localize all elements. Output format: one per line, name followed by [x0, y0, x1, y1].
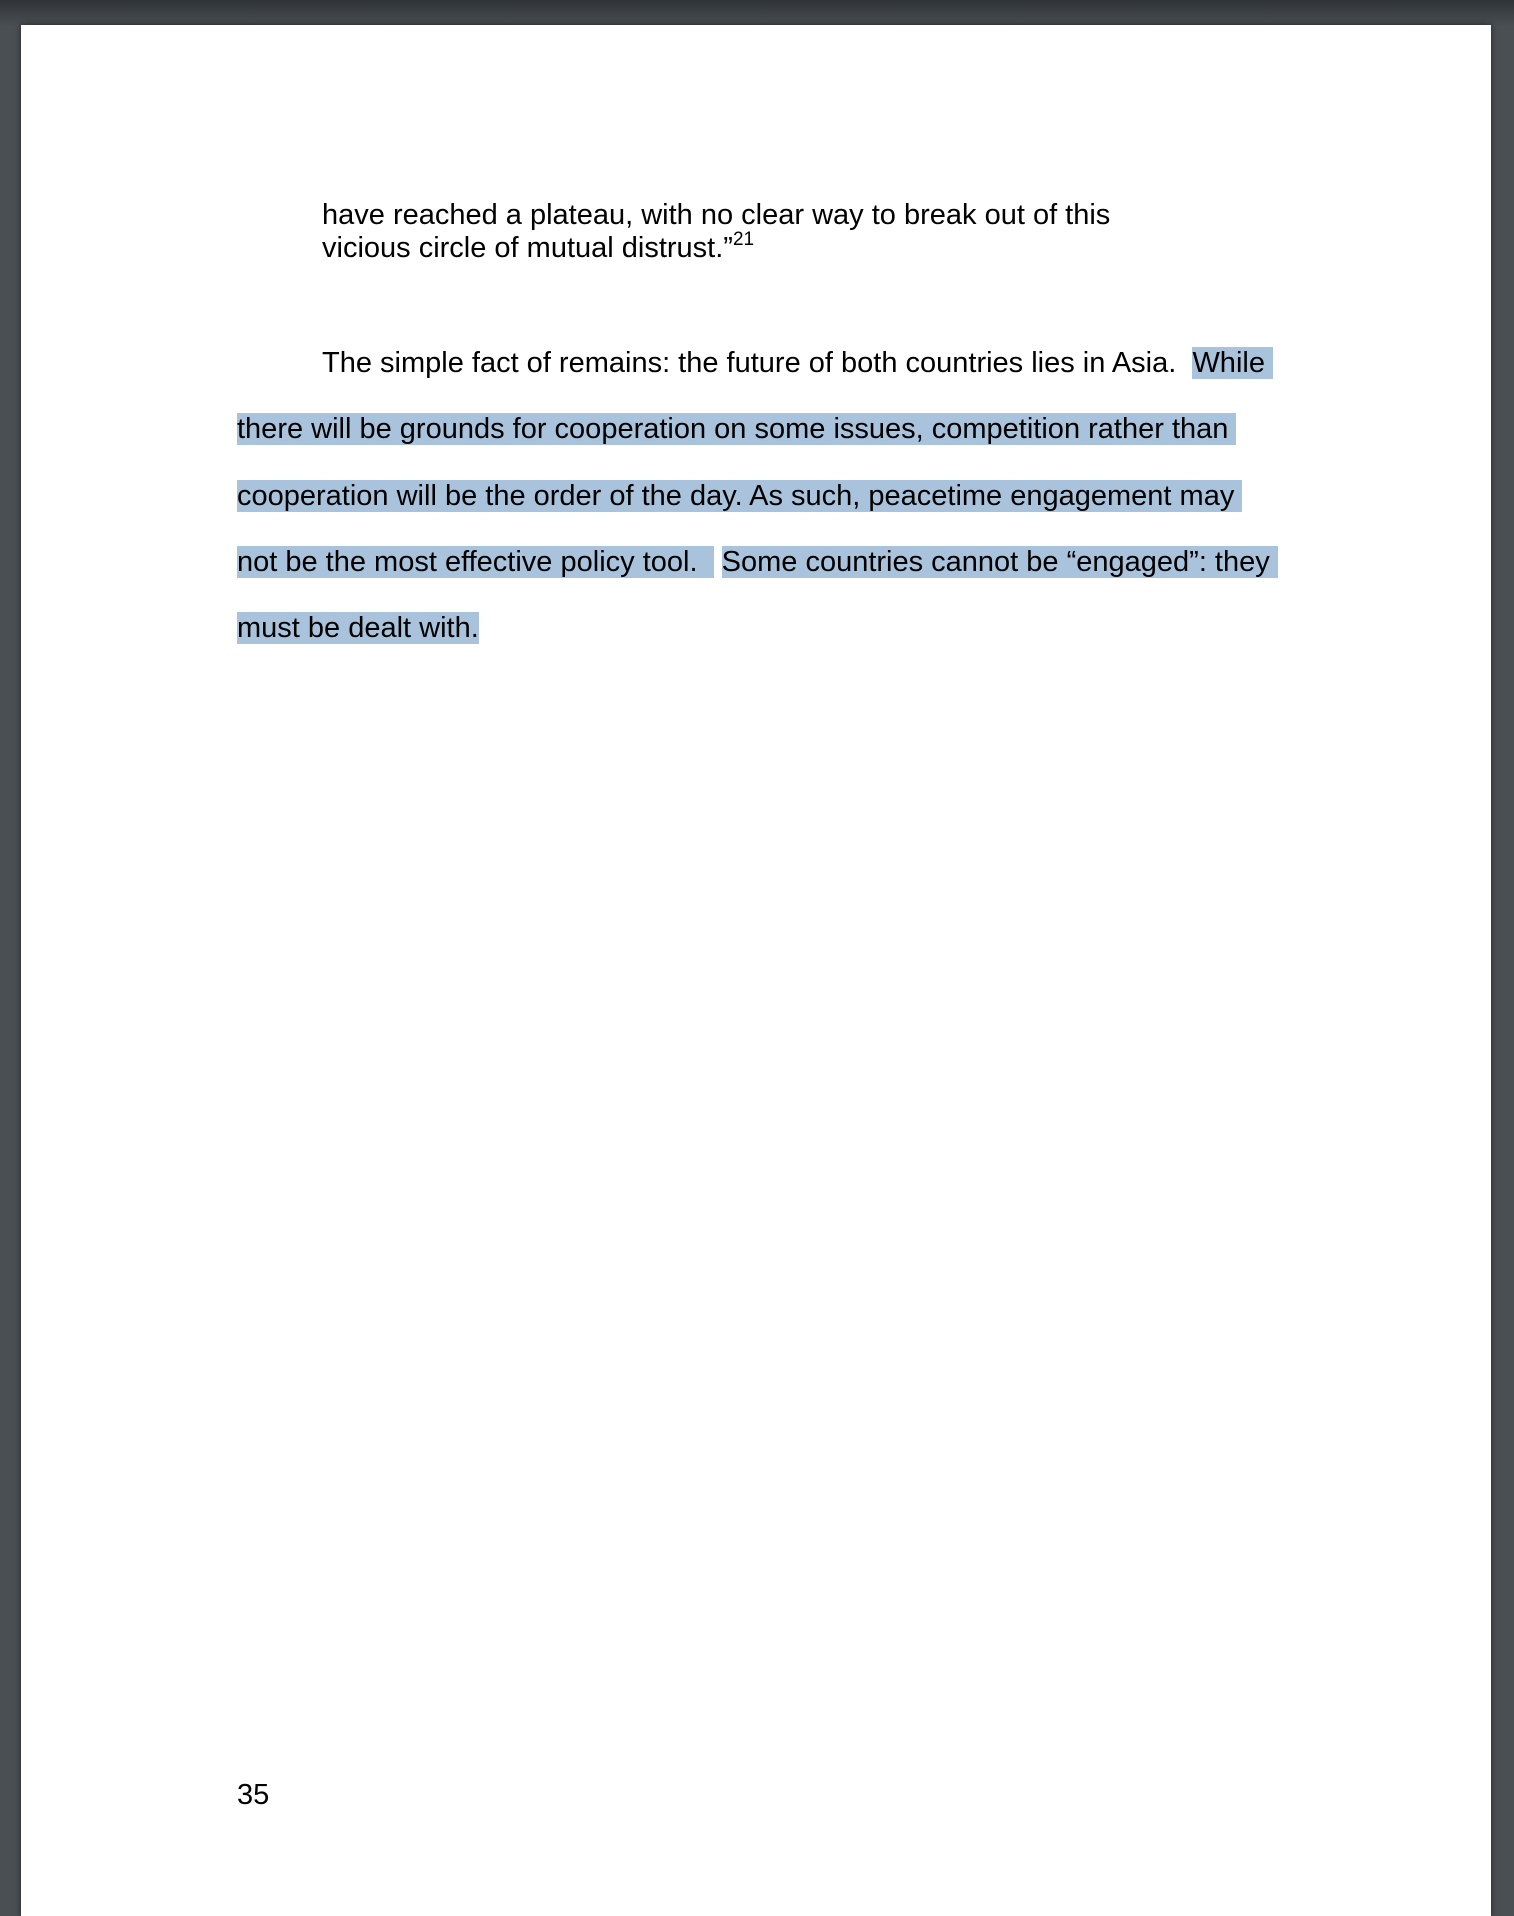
paragraph-line-1[interactable]	[322, 346, 1273, 380]
paragraph-line-4[interactable]	[237, 545, 1278, 579]
paragraph-line-2[interactable]	[237, 412, 1236, 446]
page-number: 35	[237, 1779, 270, 1811]
paragraph-line-1-text[interactable]: The simple fact of remains: the future of both countries lies in Asia.	[322, 347, 1193, 379]
paragraph-line-5[interactable]	[237, 611, 479, 645]
selected-text[interactable]: Some countries cannot be “engaged”: they	[721, 546, 1278, 578]
quote-line-1[interactable]	[322, 198, 1110, 232]
selected-text[interactable]: While	[1192, 347, 1274, 379]
selected-text[interactable]: must be dealt with.	[237, 612, 479, 644]
document-page[interactable]	[21, 25, 1491, 1916]
viewer-top-bar	[0, 0, 1514, 26]
selected-text[interactable]: cooperation will be the order of the day. As such, peacetime engagement may	[237, 480, 1243, 512]
selected-text[interactable]: not be the most effective policy tool.	[237, 546, 714, 578]
quote-line-1-text[interactable]: have reached a plateau, with no clear way to break out of this	[322, 199, 1111, 231]
quote-line-2-text[interactable]: vicious circle of mutual distrust.”	[322, 232, 733, 264]
quote-line-2[interactable]	[322, 231, 754, 269]
selected-text[interactable]: there will be grounds for cooperation on some issues, competition rather than	[237, 413, 1237, 445]
paragraph-line-3[interactable]	[237, 479, 1242, 513]
footnote-reference[interactable]: 21	[732, 229, 755, 250]
